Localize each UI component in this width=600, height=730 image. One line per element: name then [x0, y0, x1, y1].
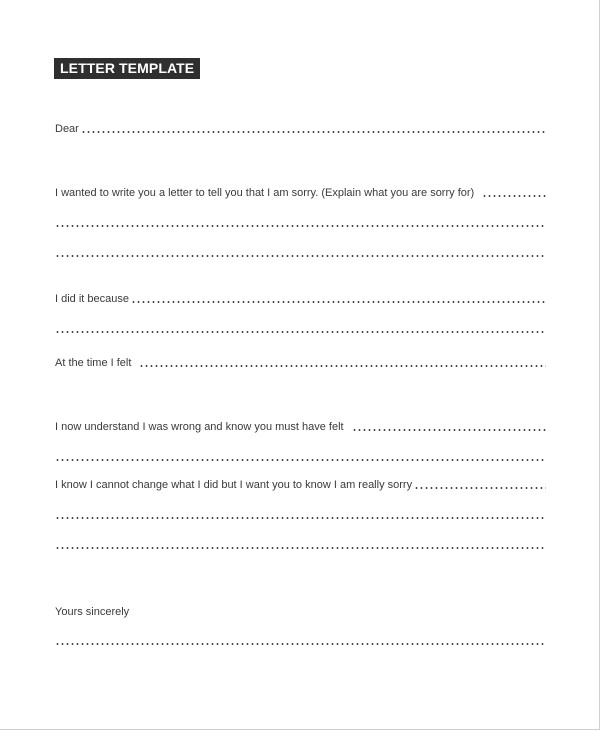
reason-fill-line-2[interactable] [55, 330, 546, 334]
blank-line [55, 214, 546, 230]
dear-fill-line[interactable] [81, 130, 546, 134]
reason-fill-line[interactable] [131, 300, 546, 304]
understand-fill-line[interactable] [352, 428, 546, 432]
feeling-label: At the time I felt [55, 357, 132, 369]
apology-line [55, 184, 546, 200]
feeling-line [55, 354, 546, 370]
closing-line [55, 603, 546, 619]
feeling-fill-line[interactable] [139, 364, 546, 368]
reason-label: I did it because [55, 293, 129, 305]
sorry-fill-line-2[interactable] [55, 516, 546, 520]
blank-line [55, 448, 546, 464]
sorry-line [55, 476, 546, 492]
blank-line [55, 506, 546, 522]
understand-label: I now understand I was wrong and know you must have felt [55, 421, 344, 433]
apology-fill-line-2[interactable] [55, 224, 546, 228]
apology-fill-line-3[interactable] [55, 254, 546, 258]
blank-line [55, 320, 546, 336]
signature-fill-line[interactable] [55, 642, 546, 646]
sorry-fill-line-3[interactable] [55, 546, 546, 550]
apology-fill-line[interactable] [482, 194, 546, 198]
dear-line [55, 120, 546, 136]
page-title: LETTER TEMPLATE [54, 58, 200, 79]
blank-line [55, 536, 546, 552]
signature-line [55, 632, 546, 648]
understand-fill-line-2[interactable] [55, 458, 546, 462]
sorry-label: I know I cannot change what I did but I want you to know I am really sorry [55, 479, 413, 491]
understand-line [55, 418, 546, 434]
closing-label: Yours sincerely [55, 606, 130, 618]
sorry-fill-line[interactable] [414, 486, 546, 490]
dear-label: Dear [55, 123, 79, 135]
blank-line [55, 244, 546, 260]
apology-label: I wanted to write you a letter to tell you that I am sorry. (Explain what you are sorry for) [55, 187, 475, 199]
reason-line [55, 290, 546, 306]
